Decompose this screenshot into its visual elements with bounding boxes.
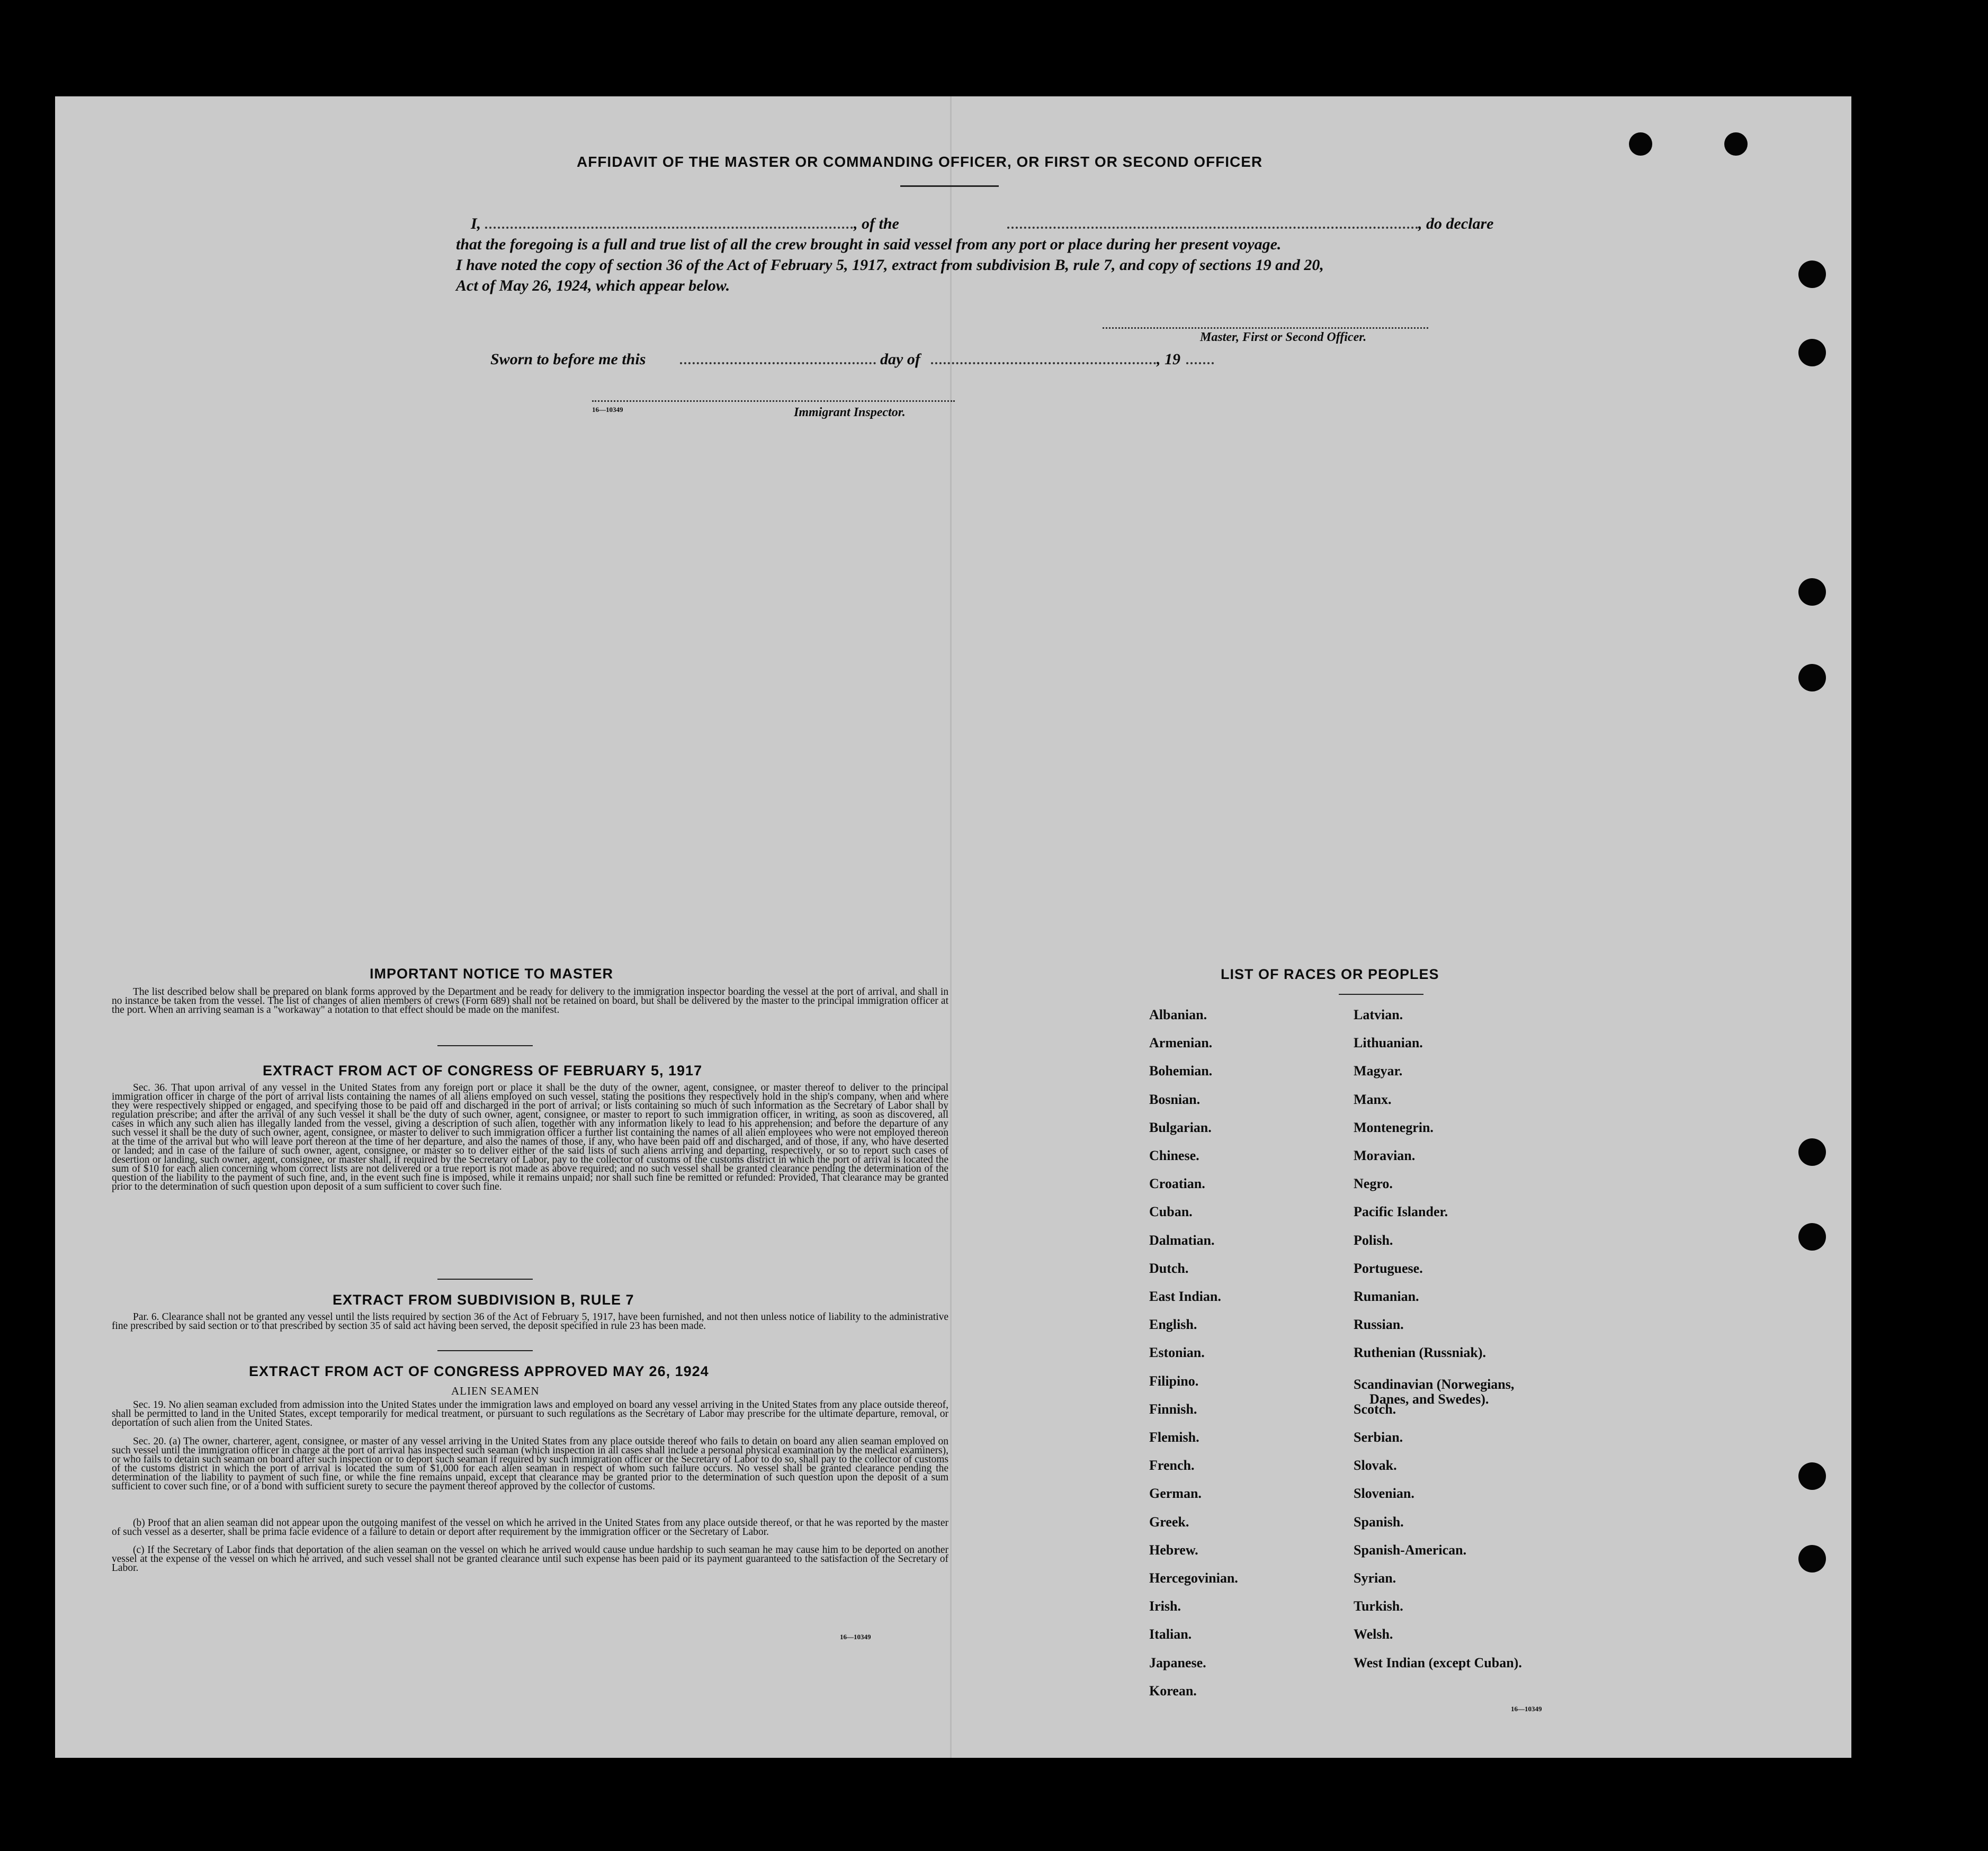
race-item: Hercegovinian. xyxy=(1149,1570,1238,1586)
binder-hole xyxy=(1798,1223,1826,1251)
page-fold xyxy=(950,96,952,1758)
title-underline xyxy=(900,185,999,187)
binder-hole xyxy=(1798,1138,1826,1166)
race-item: Cuban. xyxy=(1149,1204,1193,1220)
race-item: Negro. xyxy=(1354,1176,1393,1192)
form-number: 16—10349 xyxy=(1511,1705,1542,1713)
subdivision-b-body: Par. 6. Clearance shall not be granted any vessel until the lists required by section 36 of the Act of February 5, 1917, have been furnished, and not then unless notice of liability to the administrative fine prescribed by said section or to that prescribed by section 35 of said act having been served, the deposit specified in rule 23 has been made. xyxy=(112,1311,948,1332)
binder-hole xyxy=(1798,578,1826,606)
race-item: Welsh. xyxy=(1354,1627,1393,1642)
notice-body: The list described below shall be prepared on blank forms approved by the Department and be ready for delivery to the immigration inspector boarding the vessel at the port of arrival, and shall in no instance be taken from the vessel. The list of changes of alien members of crews (Form 689) shall not be retained on board, but shall be delivered by the master to the principal immigration officer at the port. When an arriving seaman is a "workaway" a notation to that effect should be made on the manifest. xyxy=(112,986,948,1016)
race-item: Serbian. xyxy=(1354,1430,1403,1445)
race-item: French. xyxy=(1149,1458,1195,1473)
binder-hole xyxy=(1629,132,1652,156)
race-item: Manx. xyxy=(1354,1091,1392,1107)
sec-20c-body: (c) If the Secretary of Labor finds that deportation of the alien seaman on the vessel on which he arrived would cause undue hardship to such seaman he may cause him to be deported on another vessel at the expense of the vessel on which he arrived, and such vessel shall not be granted clearance until such expense has been paid or its payment guaranteed to the satisfaction of the Secretary of Labor. xyxy=(112,1544,948,1574)
sworn-label: Sworn to before me this xyxy=(490,351,646,368)
sec-19-body: Sec. 19. No alien seaman excluded from admission into the United States under the immigration laws and employed on board any vessel arriving in the United States from any place outside thereof, shall be permitted to land in the United States, except temporarily for medical treatment, or pursuant to such regulations as the Secretary of Labor may prescribe for the ultimate departure, removal, or deportation of such alien from the United States. xyxy=(112,1399,948,1428)
race-item: Italian. xyxy=(1149,1627,1192,1642)
race-item: Chinese. xyxy=(1149,1148,1199,1163)
race-item: Dalmatian. xyxy=(1149,1232,1215,1248)
race-item: East Indian. xyxy=(1149,1289,1221,1304)
document-sheet xyxy=(55,96,1851,1758)
notice-divider xyxy=(437,1045,533,1046)
form-number: 16—10349 xyxy=(592,406,623,414)
alien-seamen-subtitle: ALIEN SEAMEN xyxy=(451,1385,540,1397)
race-item: Montenegrin. xyxy=(1354,1119,1434,1135)
race-item: Finnish. xyxy=(1149,1401,1197,1417)
race-item: Hebrew. xyxy=(1149,1542,1198,1558)
extract-1917-body: Sec. 36. That upon arrival of any vessel in the United States from any foreign port or place it shall be the duty of the owner, agent, consignee, or master thereof to deliver to the principal immigration officer in charge of the port of arrival lists containing the names of all aliens employed on such vessel, stating the positions they respectively hold in the ship's company, when and where they were respectively shipped or engaged, and specifying those to be paid off and discharged in the port of arrival; or lists containing so much of such information as the Secretary of Labor shall by regulation prescribe; and after the arrival of any such vessel it shall be the duty of such owner, agent, consignee, or master to report to such immigration officer, in writing, as soon as discovered, all cases in which any such alien has illegally landed from the vessel, giving a description of such alien, together with any information likely to lead to his apprehension; and before the departure of any such vessel it shall be the duty of such owner, agent, consignee, or master to deliver to such immigration officer a further list containing the names of all alien employees who were not employed thereon at the time of the arrival but who will leave port thereon at the time of her departure, and also the names of those, if any, who have been paid off and discharged, and of those, if any, who have deserted or landed; and in case of the failure of such owner, agent, consignee, or master so to deliver either of the said lists of such aliens arriving and departing, respectively, or so to report such cases of desertion or landing, such owner, agent, consignee, or master shall, if required by the Secretary of Labor, pay to the collector of customs of the customs district in which the port of arrival is located the sum of $10 for each alien concerning whom correct lists are not delivered or a true report is not made as above required; and no such vessel shall be granted clearance pending the determination of the question of the liability to the payment of such fine, and, in the event such fine is imposed, while it remains unpaid; nor shall such fine be remitted or refunded: Provided, That clearance may be granted prior to the determination of such question upon deposit of a sum sufficient to cover such fine. xyxy=(112,1082,948,1192)
signature-blank[interactable] xyxy=(1103,327,1428,329)
race-item: Croatian. xyxy=(1149,1176,1205,1192)
race-item: Korean. xyxy=(1149,1683,1197,1699)
year-label: , 19 xyxy=(1157,351,1180,368)
races-title: LIST OF RACES OR PEOPLES xyxy=(1221,966,1439,982)
race-item: Scotch. xyxy=(1354,1401,1396,1417)
race-item: Danes, and Swedes). xyxy=(1369,1391,1489,1407)
year-blank[interactable] xyxy=(1186,362,1214,364)
race-item: Ruthenian (Russniak). xyxy=(1354,1345,1486,1361)
race-item: Filipino. xyxy=(1149,1373,1199,1389)
master-caption: Master, First or Second Officer. xyxy=(1200,330,1367,344)
vessel-blank[interactable] xyxy=(1007,227,1418,229)
race-item: Russian. xyxy=(1354,1317,1404,1333)
sec-20a-body: Sec. 20. (a) The owner, charterer, agent, consignee, or master of any vessel arriving in the United States from any place outside thereof who fails to detain on board any alien seaman employed on such vessel until the immigration officer in charge at the port of arrival has inspected such seaman (which inspection in all cases shall include a personal physical examination by the medical examiners), or who fails to detain such seaman on board after such inspection or to deport such seaman if required by such immigration officer or the Secretary of Labor to do so, shall pay to the collector of customs of the customs district in which the port of arrival is located the sum of $1,000 for each alien seaman in respect of whom such failure occurs. No vessel shall be granted clearance pending the determination of the liability to payment of such fine, or while the fine remains unpaid, except that clearance may be granted prior to the determination of such question upon the deposit of a sum sufficient to cover such fine, or of a bond with sufficient surety to secure the payment thereof approved by the collector of customs. xyxy=(112,1436,948,1492)
race-item: Bosnian. xyxy=(1149,1091,1201,1107)
race-item: Irish. xyxy=(1149,1598,1181,1614)
race-item: German. xyxy=(1149,1486,1202,1502)
affidavit-title: AFFIDAVIT OF THE MASTER OR COMMANDING OFFICER, OR FIRST OR SECOND OFFICER xyxy=(577,154,1263,170)
binder-hole xyxy=(1798,339,1826,366)
affidavit-line-4: Act of May 26, 1924, which appear below. xyxy=(456,277,730,294)
race-item: Dutch. xyxy=(1149,1260,1189,1276)
races-divider xyxy=(1339,994,1423,995)
subdivision-b-title: EXTRACT FROM SUBDIVISION B, RULE 7 xyxy=(333,1292,634,1308)
race-item: Armenian. xyxy=(1149,1035,1213,1051)
binder-hole xyxy=(1798,260,1826,288)
inspector-signature-blank[interactable] xyxy=(592,400,955,402)
race-item: Syrian. xyxy=(1354,1570,1396,1586)
binder-hole xyxy=(1798,1545,1826,1573)
race-item: Spanish-American. xyxy=(1354,1542,1467,1558)
of-the-label: , of the xyxy=(854,215,899,232)
race-item: Latvian. xyxy=(1354,1007,1403,1022)
race-item: Bohemian. xyxy=(1149,1063,1213,1079)
affidavit-line-2: that the foregoing is a full and true list of all the crew brought in said vessel from any port or place during her present voyage. xyxy=(456,236,1282,253)
binder-hole xyxy=(1798,664,1826,691)
race-item: Estonian. xyxy=(1149,1345,1205,1361)
race-item: English. xyxy=(1149,1317,1197,1333)
notice-title: IMPORTANT NOTICE TO MASTER xyxy=(370,966,613,982)
subdivision-b-divider xyxy=(437,1350,533,1351)
sec-20b-body: (b) Proof that an alien seaman did not appear upon the outgoing manifest of the vessel on which he arrived in the United States from any place outside thereof, or that he was reported by the master of such vessel as a deserter, shall be prima facie evidence of a failure to detain or deport after requirement by the immigration officer or the Secretary of Labor. xyxy=(112,1517,948,1538)
race-item: Slovenian. xyxy=(1354,1486,1414,1502)
affidavit-line-3: I have noted the copy of section 36 of the Act of February 5, 1917, extract from subdivision B, rule 7, and copy of sections 19 and 20, xyxy=(456,256,1324,274)
day-of-label: day of xyxy=(880,351,920,368)
race-item: Lithuanian. xyxy=(1354,1035,1423,1051)
race-item: Pacific Islander. xyxy=(1354,1204,1448,1220)
day-blank[interactable] xyxy=(680,362,876,364)
inspector-caption: Immigrant Inspector. xyxy=(794,406,906,419)
race-item: Bulgarian. xyxy=(1149,1119,1212,1135)
form-number: 16—10349 xyxy=(840,1633,871,1641)
race-item: Flemish. xyxy=(1149,1430,1199,1445)
race-item: Greek. xyxy=(1149,1514,1189,1530)
race-item: Scandinavian (Norwegians, xyxy=(1354,1376,1515,1392)
month-blank[interactable] xyxy=(931,362,1156,364)
binder-hole xyxy=(1724,132,1748,156)
name-blank[interactable] xyxy=(485,227,853,229)
race-item: West Indian (except Cuban). xyxy=(1354,1655,1522,1670)
binder-hole xyxy=(1798,1462,1826,1490)
race-item: Turkish. xyxy=(1354,1598,1403,1614)
extract-1924-title: EXTRACT FROM ACT OF CONGRESS APPROVED MAY 26, 1924 xyxy=(249,1363,709,1379)
extract-1917-divider xyxy=(437,1279,533,1280)
race-item: Rumanian. xyxy=(1354,1289,1419,1304)
race-item: Japanese. xyxy=(1149,1655,1206,1670)
extract-1917-title: EXTRACT FROM ACT OF CONGRESS OF FEBRUARY 5, 1917 xyxy=(263,1063,703,1079)
race-item: Magyar. xyxy=(1354,1063,1403,1079)
race-item: Polish. xyxy=(1354,1232,1393,1248)
race-item: Slovak. xyxy=(1354,1458,1397,1473)
race-item: Albanian. xyxy=(1149,1007,1207,1022)
do-declare-label: , do declare xyxy=(1418,215,1494,232)
race-item: Moravian. xyxy=(1354,1148,1416,1163)
race-item: Spanish. xyxy=(1354,1514,1404,1530)
race-item: Portuguese. xyxy=(1354,1260,1423,1276)
affidavit-i: I, xyxy=(471,215,481,232)
